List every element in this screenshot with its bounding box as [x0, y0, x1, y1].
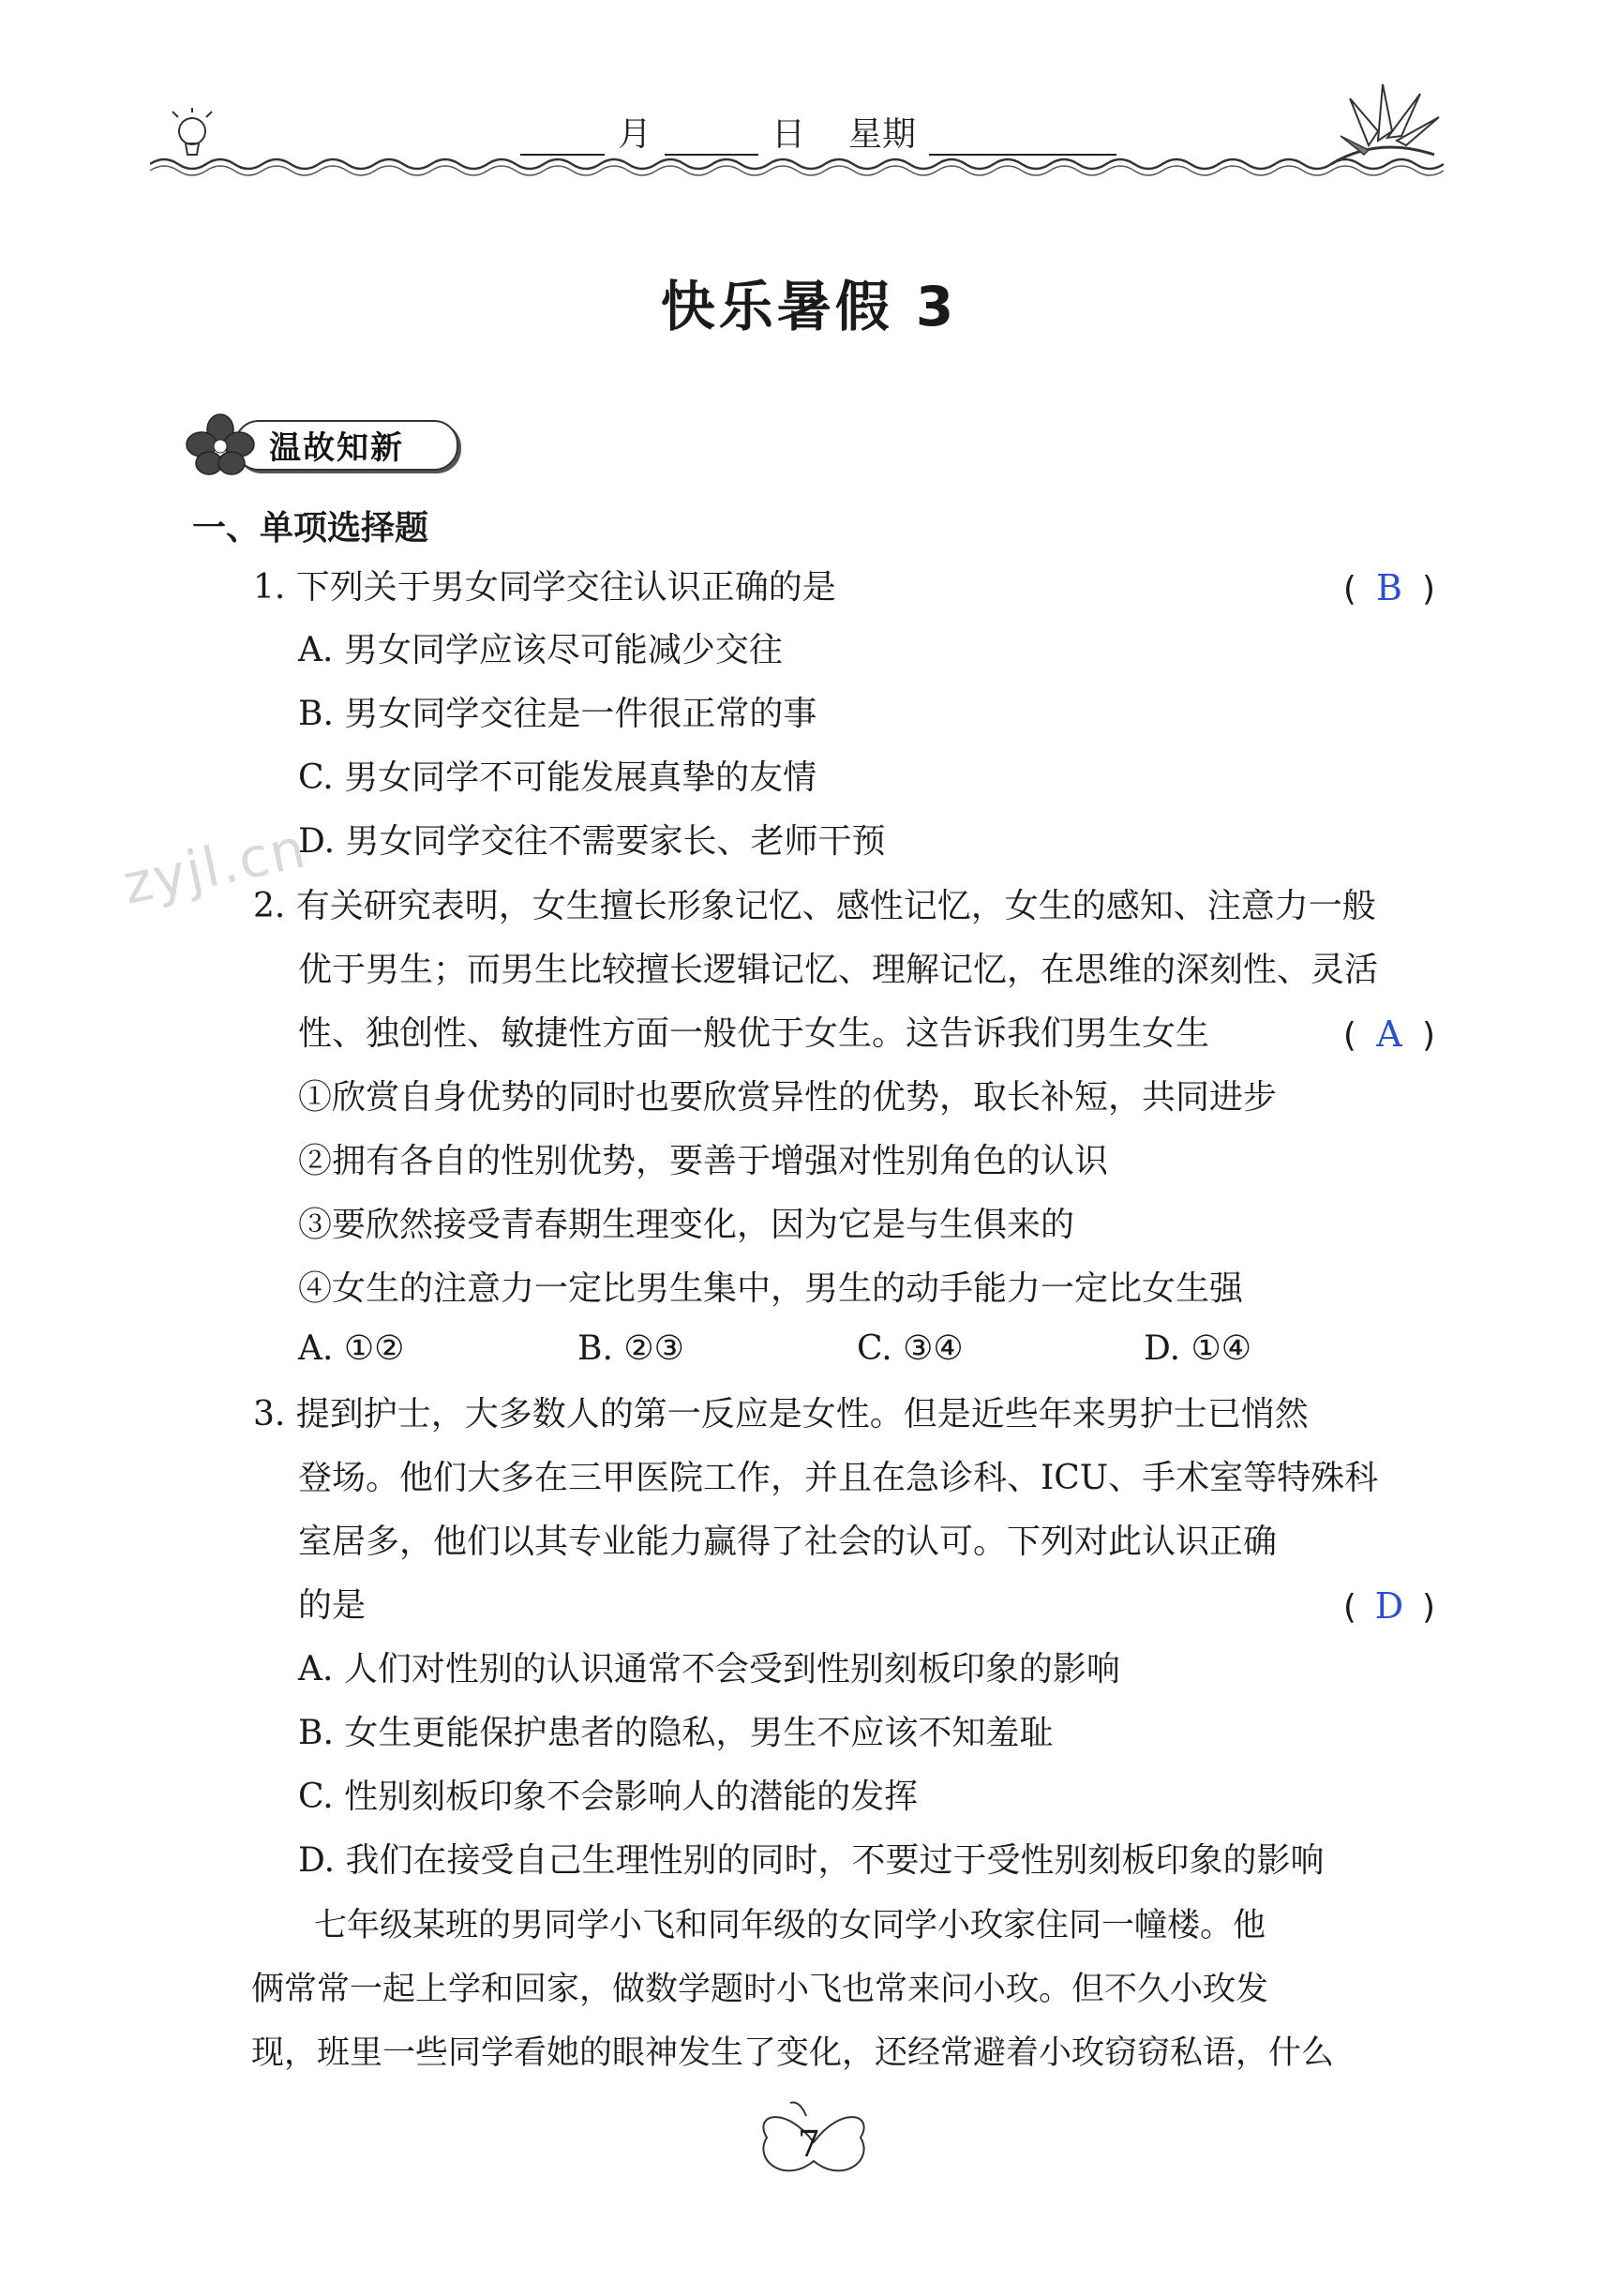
q1-option-b: B. 男女同学交往是一件很正常的事: [298, 695, 817, 733]
q3-answer: ( D ): [1342, 1585, 1435, 1627]
q2-stem-line: 优于男生；而男生比较擅长逻辑记忆、理解记忆，在思维的深刻性、灵活: [298, 951, 1379, 989]
section-heading: 一、单项选择题: [192, 509, 429, 548]
q2-option-b: B. ②③: [577, 1329, 684, 1368]
q3-stem-line: 室居多，他们以其专业能力赢得了社会的认可。下列对此认识正确: [298, 1523, 1278, 1561]
day-label: 日: [772, 115, 806, 154]
q2-options: [298, 1329, 1329, 1371]
weekday-label: 星期: [848, 115, 917, 154]
section-badge: [183, 413, 464, 476]
q3-stem-line: 3. 提到护士，大多数人的第一反应是女性。但是近些年来男护士已悄然: [253, 1395, 1309, 1433]
page-header: [150, 89, 1444, 202]
passage-line: 俩常常一起上学和回家，做数学题时小飞也常来问小玫。但不久小玫发: [251, 1971, 1269, 2008]
page-number: 7: [797, 2123, 821, 2165]
q3-answer-letter: D: [1374, 1585, 1404, 1627]
q3-stem-line: 的是: [298, 1586, 367, 1625]
q1-option-c: C. 男女同学不可能发展真挚的友情: [298, 758, 817, 797]
q1-option-d: D. 男女同学交往不需要家长、老师干预: [298, 822, 886, 861]
q2-stem-line: 2. 有关研究表明，女生擅长形象记忆、感性记忆，女生的感知、注意力一般: [253, 887, 1376, 925]
bird-of-paradise-flower-icon: [1312, 80, 1444, 183]
q3-option-a: A. 人们对性别的认识通常不会受到性别刻板印象的影响: [298, 1650, 1120, 1688]
passage-line: 七年级某班的男同学小飞和同年级的女同学小玫家住同一幢楼。他: [314, 1907, 1266, 1944]
q1-answer: ( B ): [1342, 567, 1435, 608]
month-label: 月: [618, 115, 652, 154]
q3-option-d: D. 我们在接受自己生理性别的同时，不要过于受性别刻板印象的影响: [298, 1841, 1325, 1880]
q2-stem-line: 性、独创性、敏捷性方面一般优于女生。这告诉我们男生女生: [298, 1014, 1210, 1053]
page-title: 快乐暑假 3: [660, 275, 958, 338]
hibiscus-flower-icon: [183, 413, 258, 478]
q2-answer: ( A ): [1342, 1013, 1435, 1055]
weekday-blank[interactable]: [929, 120, 1116, 156]
q1-option-a: A. 男女同学应该尽可能减少交往: [298, 631, 783, 669]
q2-option-d: D. ①④: [1144, 1329, 1252, 1368]
badge-label: 温故知新: [269, 429, 404, 467]
watermark: zyjl.cn: [117, 816, 312, 917]
q3-stem-line: 登场。他们大多在三甲医院工作，并且在急诊科、ICU、手术室等特殊科: [298, 1459, 1379, 1497]
q2-option-a: A. ①②: [298, 1329, 405, 1368]
date-fields: [520, 108, 1116, 156]
q2-statement: ③要欣然接受青春期生理变化，因为它是与生俱来的: [298, 1206, 1075, 1244]
q2-statement: ④女生的注意力一定比男生集中，男生的动手能力一定比女生强: [298, 1269, 1244, 1308]
q3-option-c: C. 性别刻板印象不会影响人的潜能的发挥: [298, 1778, 919, 1816]
q3-option-b: B. 女生更能保护患者的隐私，男生不应该不知羞耻: [298, 1714, 1054, 1752]
q2-statement: ①欣赏自身优势的同时也要欣赏异性的优势，取长补短，共同进步: [298, 1078, 1278, 1117]
q2-statement: ②拥有各自的性别优势，要善于增强对性别角色的认识: [298, 1142, 1109, 1180]
q1-answer-letter: B: [1375, 567, 1402, 608]
q1-stem: 1. 下列关于男女同学交往认识正确的是: [253, 568, 836, 607]
day-blank[interactable]: [665, 120, 758, 156]
q2-option-c: C. ③④: [857, 1329, 964, 1368]
month-blank[interactable]: [520, 120, 605, 156]
passage-line: 现，班里一些同学看她的眼神发生了变化，还经常避着小玫窃窃私语，什么: [251, 2034, 1335, 2072]
q2-answer-letter: A: [1376, 1013, 1402, 1055]
